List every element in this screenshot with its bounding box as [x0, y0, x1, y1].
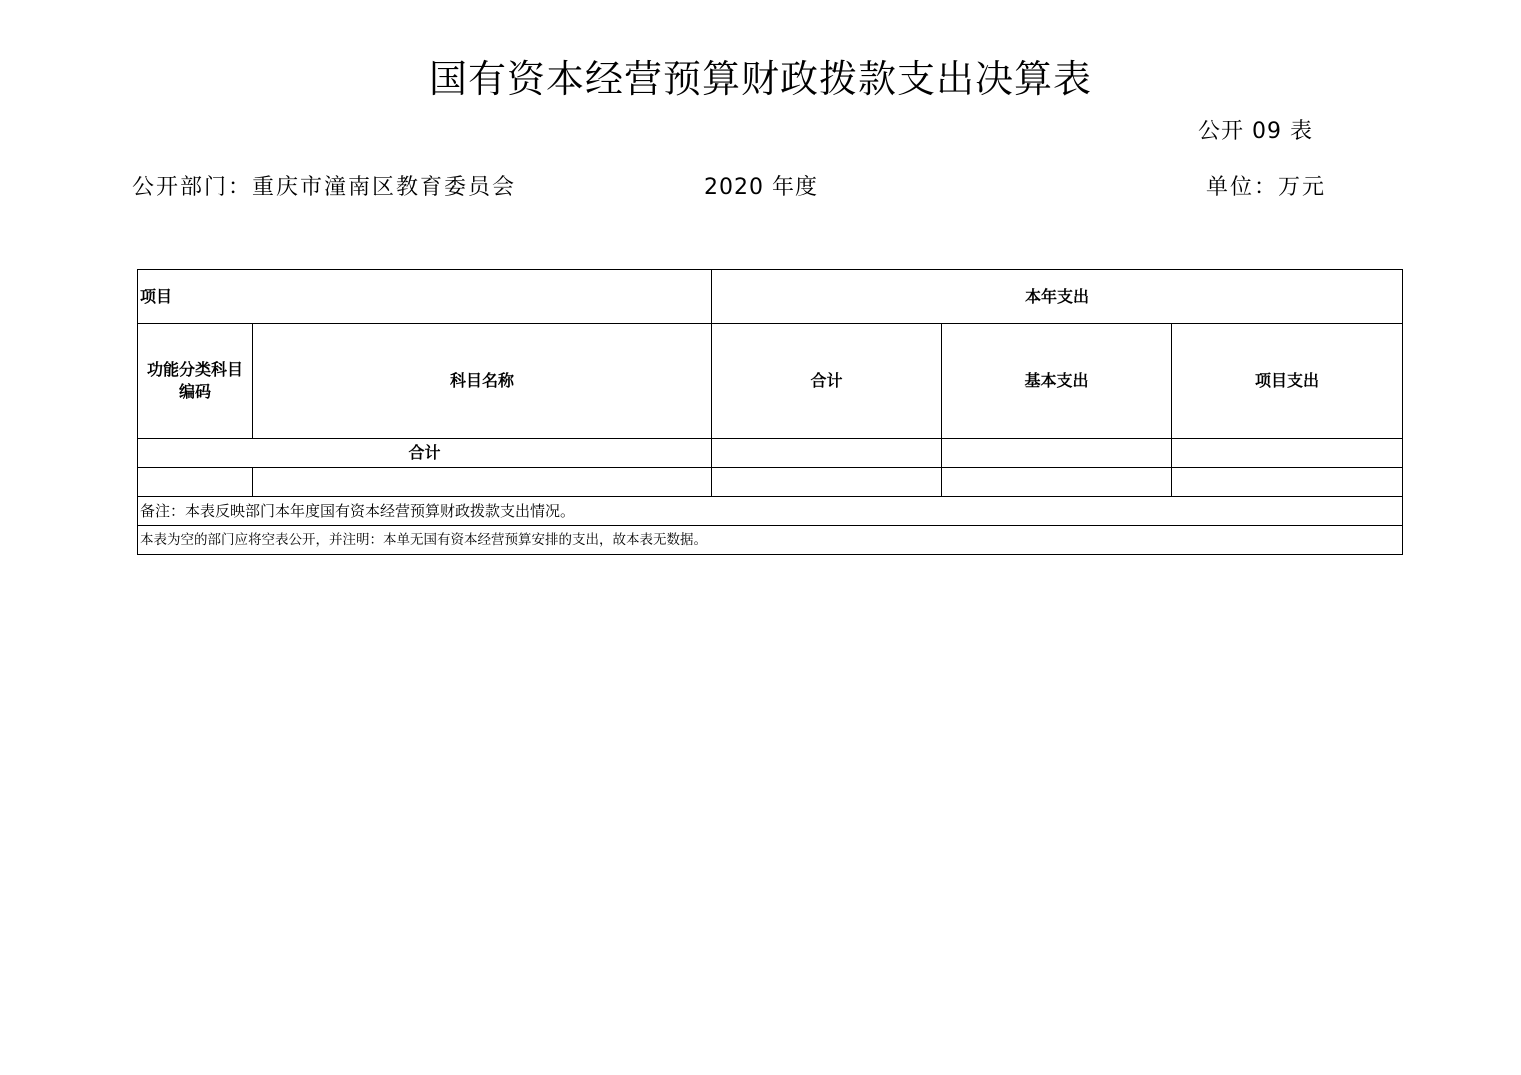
- total-basic-cell: [942, 439, 1172, 468]
- note-1: 备注：本表反映部门本年度国有资本经营预算财政拨款支出情况。: [138, 497, 1403, 526]
- total-cell: [712, 439, 942, 468]
- department-label: 公开部门：重庆市潼南区教育委员会: [132, 175, 517, 200]
- table-header-row-1: [138, 270, 1403, 324]
- total-value-cell: [712, 468, 942, 497]
- header-item: 项目: [138, 270, 712, 324]
- form-number: 公开 09 表: [1198, 119, 1313, 144]
- note-row-1: [138, 497, 1403, 526]
- header-project: 项目支出: [1172, 324, 1403, 439]
- table-row: [138, 468, 1403, 497]
- total-project-cell: [1172, 439, 1403, 468]
- header-current-year: 本年支出: [712, 270, 1403, 324]
- header-basic: 基本支出: [942, 324, 1172, 439]
- project-value-cell: [1172, 468, 1403, 497]
- year-label: 2020 年度: [704, 175, 818, 200]
- header-total: 合计: [712, 324, 942, 439]
- page-title: 国有资本经营预算财政拨款支出决算表: [428, 57, 1092, 101]
- table-header-row-2: [138, 324, 1403, 439]
- note-row-2: [138, 526, 1403, 555]
- name-cell: [253, 468, 712, 497]
- total-row-label: 合计: [138, 439, 712, 468]
- unit-label: 单位：万元: [1206, 175, 1327, 200]
- note-2: 本表为空的部门应将空表公开，并注明：本单无国有资本经营预算安排的支出，故本表无数据。: [138, 526, 1403, 555]
- basic-value-cell: [942, 468, 1172, 497]
- code-cell: [138, 468, 253, 497]
- header-code: 功能分类科目编码: [138, 324, 253, 439]
- expenditure-table: [137, 269, 1403, 555]
- header-name: 科目名称: [253, 324, 712, 439]
- total-row: [138, 439, 1403, 468]
